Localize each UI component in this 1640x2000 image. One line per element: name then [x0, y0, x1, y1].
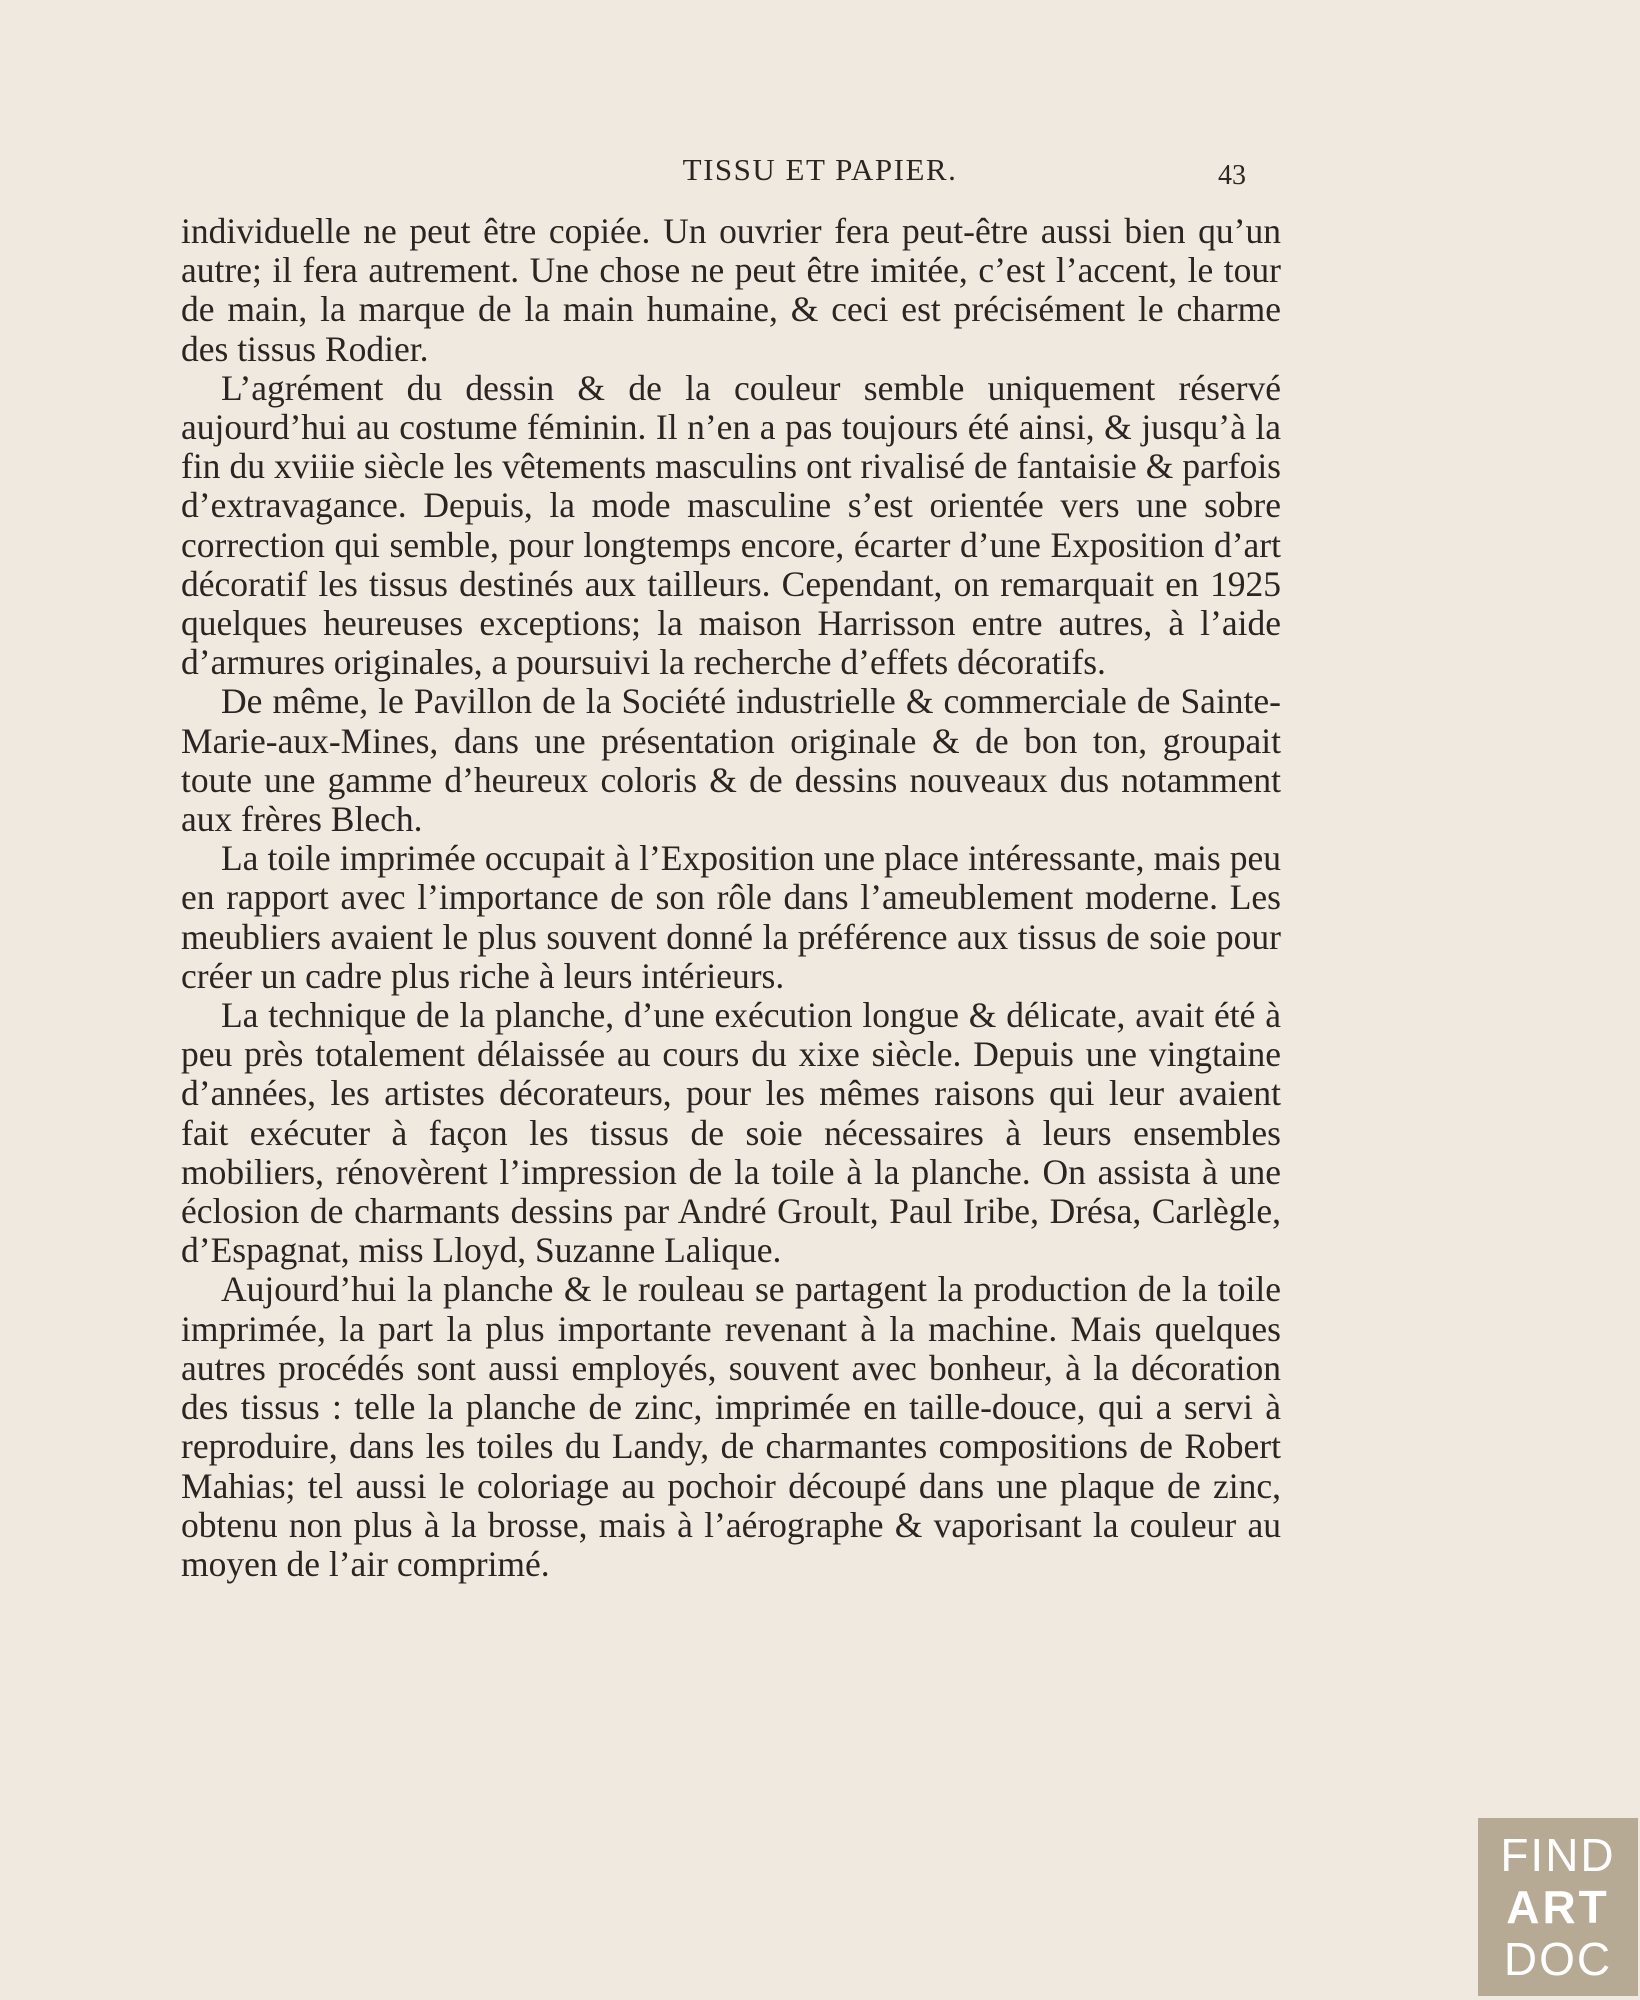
paragraph-3: De même, le Pavillon de la Société industrielle & commerciale de Sainte-Marie-aux-Mines, dans une présentation originale & de bon ton, groupait toute une gamme d’heureux coloris & de dessins nouveaux dus notamment aux frères Blech. — [181, 681, 1281, 840]
page-number: 43 — [1218, 160, 1246, 191]
watermark-line-3: DOC — [1503, 1933, 1613, 1985]
body-text — [181, 212, 1281, 1584]
findartdoc-watermark-logo — [1478, 1818, 1638, 1996]
paragraph-2: L’agrément du dessin & de la couleur semble uniquement réservé aujourd’hui au costume féminin. Il n’en a pas toujours été ainsi, & jusqu’à la fin du xviiie siècle les vêtements masculins ont rivalisé de fantaisie & parfois d’extravagance. Depuis, la mode masculine s’est orientée vers une sobre correction qui semble, pour longtemps encore, écarter d’une Exposition d’art décoratif les tissus destinés aux tailleurs. Cependant, on remarquait en 1925 quelques heureuses exceptions; la maison Harrisson entre autres, à l’aide d’armures originales, a poursuivi la recherche d’effets décoratifs. — [181, 367, 1281, 683]
paragraph-1: individuelle ne peut être copiée. Un ouvrier fera peut-être aussi bien qu’un autre; il fera autrement. Une chose ne peut être imitée, c’est l’accent, le tour de main, la marque de la main humaine, & ceci est précisément le charme des tissus Rodier. — [181, 211, 1281, 369]
paragraph-6: Aujourd’hui la planche & le rouleau se partagent la production de la toile imprimée, la part la plus importante revenant à la machine. Mais quelques autres procédés sont aussi employés, souvent avec bonheur, à la décoration des tissus : telle la planche de zinc, imprimée en taille-douce, qui a servi à reproduire, dans les toiles du Landy, de charmantes compositions de Robert Mahias; tel aussi le coloriage au pochoir découpé dans une plaque de zinc, obtenu non plus à la brosse, mais à l’aérographe & vaporisant la couleur au moyen de l’air comprimé. — [181, 1269, 1281, 1584]
running-header: TISSU ET PAPIER. — [682, 152, 958, 187]
paragraph-4: La toile imprimée occupait à l’Exposition une place intéressante, mais peu en rapport avec l’importance de son rôle dans l’ameublement moderne. Les meubliers avaient le plus souvent donné la préférence aux tissus de soie pour créer un cadre plus riche à leurs intérieurs. — [181, 838, 1281, 996]
paragraph-5: La technique de la planche, d’une exécution longue & délicate, avait été à peu près totalement délaissée au cours du xixe siècle. Depuis une vingtaine d’années, les artistes décorateurs, pour les mêmes raisons qui leur avaient fait exécuter à façon les tissus de soie nécessaires à leurs ensembles mobiliers, rénovèrent l’impression de la toile à la planche. On assista à une éclosion de charmants dessins par André Groult, Paul Iribe, Drésa, Carlègle, d’Espagnat, miss Lloyd, Suzanne Lalique. — [181, 995, 1281, 1271]
watermark-line-1: FIND — [1500, 1829, 1616, 1881]
watermark-line-2: ART — [1506, 1881, 1610, 1933]
